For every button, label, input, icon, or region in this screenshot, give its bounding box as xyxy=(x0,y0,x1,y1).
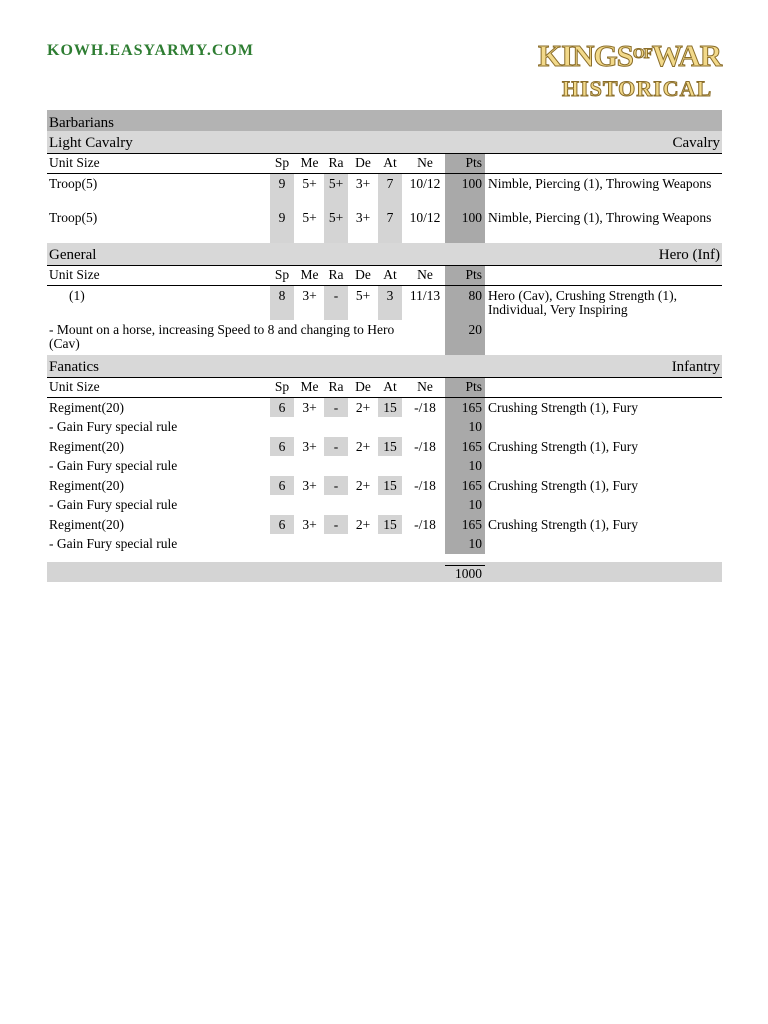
col-at: At xyxy=(383,155,397,170)
col-ra: Ra xyxy=(328,155,344,170)
option-text: - Mount on a horse, increasing Speed to 8 and changing to Hero (Cav) xyxy=(49,322,395,351)
col-ne: Ne xyxy=(417,379,433,394)
special-rules: Crushing Strength (1), Fury xyxy=(488,478,638,493)
unit-header xyxy=(47,243,722,266)
stat-me: 3+ xyxy=(302,288,317,303)
total-points: 1000 xyxy=(445,565,485,582)
stat-sp: 6 xyxy=(270,515,294,534)
stat-ra: - xyxy=(324,476,348,495)
special-rules: Crushing Strength (1), Fury xyxy=(488,439,638,454)
col-me: Me xyxy=(300,267,319,282)
stat-ra: 5+ xyxy=(324,208,348,243)
stat-pts: 165 xyxy=(445,515,485,534)
upgrade-row xyxy=(47,456,722,476)
col-ra: Ra xyxy=(328,267,344,282)
col-sp: Sp xyxy=(274,379,290,394)
stat-ne: 10/12 xyxy=(409,176,441,191)
unit-row xyxy=(47,286,722,320)
unit-row xyxy=(47,437,722,456)
stat-ra: - xyxy=(324,398,348,417)
stat-ra: - xyxy=(324,286,348,320)
stat-pts: 165 xyxy=(445,476,485,495)
col-unit-size: Unit Size xyxy=(49,267,100,282)
unit-row xyxy=(47,515,722,534)
upgrade-pts: 10 xyxy=(445,534,485,554)
unit-size: Regiment(20) xyxy=(49,439,124,454)
col-pts: Pts xyxy=(445,154,485,173)
col-unit-size: Unit Size xyxy=(49,155,100,170)
unit-row xyxy=(47,208,722,243)
upgrade-text: - Gain Fury special rule xyxy=(49,497,178,512)
special-rules: Nimble, Piercing (1), Throwing Weapons xyxy=(488,210,712,225)
unit-name: Fanatics xyxy=(49,359,99,375)
unit-name: General xyxy=(49,247,97,263)
stat-me: 3+ xyxy=(302,439,317,454)
stat-header-row xyxy=(47,266,722,286)
col-sp: Sp xyxy=(274,155,290,170)
unit-type: Cavalry xyxy=(672,135,720,151)
unit-size: (1) xyxy=(69,288,85,303)
stat-at: 15 xyxy=(378,476,402,495)
stat-header-row xyxy=(47,154,722,174)
stat-header-row xyxy=(47,378,722,398)
army-sheet xyxy=(47,110,722,582)
option-pts: 20 xyxy=(445,320,485,355)
stat-me: 5+ xyxy=(302,176,317,191)
special-rules: Crushing Strength (1), Fury xyxy=(488,517,638,532)
upgrade-row xyxy=(47,534,722,554)
stat-sp: 8 xyxy=(270,286,294,320)
stat-de: 2+ xyxy=(355,517,371,532)
stat-sp: 6 xyxy=(270,476,294,495)
col-at: At xyxy=(383,267,397,282)
special-rules: Nimble, Piercing (1), Throwing Weapons xyxy=(488,176,712,191)
unit-size: Regiment(20) xyxy=(49,400,124,415)
unit-row xyxy=(47,476,722,495)
col-at: At xyxy=(383,379,397,394)
col-ra: Ra xyxy=(328,379,344,394)
stat-de: 2+ xyxy=(355,478,371,493)
unit-type: Infantry xyxy=(671,359,720,375)
upgrade-row xyxy=(47,495,722,515)
stat-ra: - xyxy=(324,437,348,456)
stat-de: 3+ xyxy=(355,210,371,225)
col-pts: Pts xyxy=(445,266,485,285)
upgrade-text: - Gain Fury special rule xyxy=(49,419,178,434)
col-me: Me xyxy=(300,379,319,394)
option-row xyxy=(47,320,722,355)
stat-at: 15 xyxy=(378,398,402,417)
unit-header xyxy=(47,355,722,378)
stat-pts: 165 xyxy=(445,398,485,417)
stat-sp: 6 xyxy=(270,398,294,417)
unit-header xyxy=(47,131,722,154)
total-bar xyxy=(47,562,722,582)
col-me: Me xyxy=(300,155,319,170)
stat-pts: 100 xyxy=(445,208,485,243)
stat-ne: 11/13 xyxy=(409,288,441,303)
stat-pts: 165 xyxy=(445,437,485,456)
stat-pts: 100 xyxy=(445,174,485,208)
special-rules: Crushing Strength (1), Fury xyxy=(488,400,638,415)
stat-at: 7 xyxy=(378,208,402,243)
stat-ne: 10/12 xyxy=(409,210,441,225)
col-de: De xyxy=(355,155,371,170)
unit-size: Troop(5) xyxy=(49,210,98,225)
site-link[interactable]: KOWH.EASYARMY.COM xyxy=(47,42,254,59)
stat-at: 15 xyxy=(378,437,402,456)
stat-ra: - xyxy=(324,515,348,534)
stat-ne: -/18 xyxy=(414,400,436,415)
stat-at: 7 xyxy=(378,174,402,208)
upgrade-row xyxy=(47,417,722,437)
unit-type: Hero (Inf) xyxy=(658,247,720,263)
stat-me: 3+ xyxy=(302,517,317,532)
stat-me: 3+ xyxy=(302,400,317,415)
stat-de: 2+ xyxy=(355,439,371,454)
col-de: De xyxy=(355,267,371,282)
col-sp: Sp xyxy=(274,267,290,282)
stat-me: 3+ xyxy=(302,478,317,493)
stat-de: 2+ xyxy=(355,400,371,415)
stat-de: 5+ xyxy=(355,288,371,303)
upgrade-pts: 10 xyxy=(445,456,485,476)
unit-row xyxy=(47,174,722,208)
col-pts: Pts xyxy=(445,378,485,397)
upgrade-pts: 10 xyxy=(445,417,485,437)
upgrade-text: - Gain Fury special rule xyxy=(49,458,178,473)
col-ne: Ne xyxy=(417,267,433,282)
unit-size: Troop(5) xyxy=(49,176,98,191)
upgrade-text: - Gain Fury special rule xyxy=(49,536,178,551)
stat-at: 15 xyxy=(378,515,402,534)
col-ne: Ne xyxy=(417,155,433,170)
stat-me: 5+ xyxy=(302,210,317,225)
stat-ne: -/18 xyxy=(414,478,436,493)
stat-at: 3 xyxy=(378,286,402,320)
stat-sp: 6 xyxy=(270,437,294,456)
unit-size: Regiment(20) xyxy=(49,517,124,532)
unit-name: Light Cavalry xyxy=(49,135,133,151)
stat-de: 3+ xyxy=(355,176,371,191)
upgrade-pts: 10 xyxy=(445,495,485,515)
unit-size: Regiment(20) xyxy=(49,478,124,493)
army-name: Barbarians xyxy=(47,110,722,131)
col-unit-size: Unit Size xyxy=(49,379,100,394)
stat-ne: -/18 xyxy=(414,517,436,532)
stat-pts: 80 xyxy=(445,286,485,320)
stat-sp: 9 xyxy=(270,208,294,243)
unit-row xyxy=(47,398,722,417)
special-rules: Hero (Cav), Crushing Strength (1), Individual, Very Inspiring xyxy=(488,288,677,317)
kings-of-war-historical-logo: $KINGS^{OF}WAR$ HISTORICAL xyxy=(538,38,722,101)
stat-sp: 9 xyxy=(270,174,294,208)
stat-ne: -/18 xyxy=(414,439,436,454)
stat-ra: 5+ xyxy=(324,174,348,208)
col-de: De xyxy=(355,379,371,394)
